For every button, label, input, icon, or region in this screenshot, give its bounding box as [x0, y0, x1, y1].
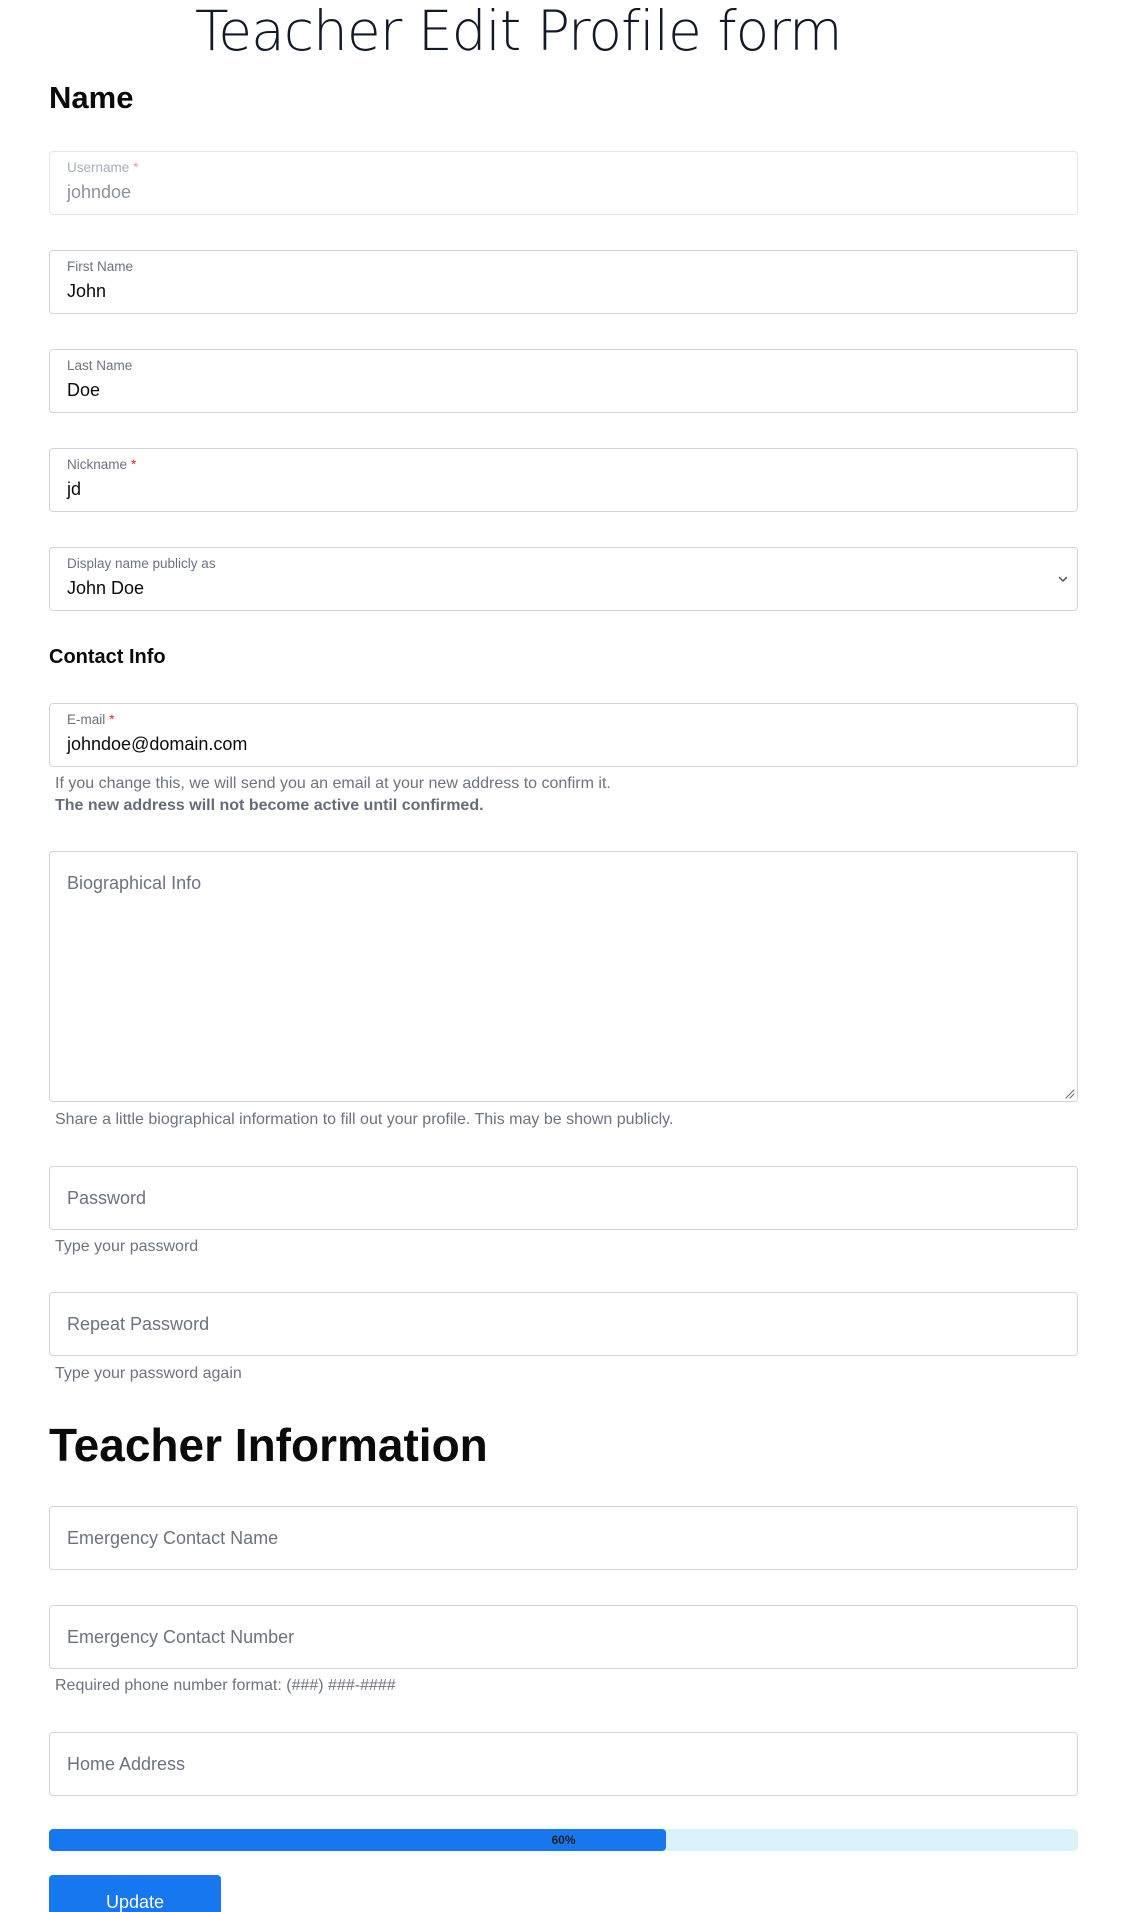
update-button[interactable]: Update: [49, 1875, 221, 1912]
last-name-field[interactable]: [49, 349, 1078, 413]
teacher-info-heading: Teacher Information: [49, 1419, 488, 1471]
home-address-placeholder: Home Address: [67, 1754, 186, 1774]
bio-placeholder: Biographical Info: [67, 873, 202, 893]
emergency-contact-number-field[interactable]: [49, 1605, 1078, 1669]
email-label: E-mail *: [67, 712, 115, 727]
page-title: Teacher Edit Profile form: [195, 0, 842, 63]
password-help-text: Type your password: [55, 1238, 199, 1255]
bio-textarea[interactable]: [49, 851, 1078, 1102]
progress-bar: [49, 1829, 1078, 1851]
last-name-label: Last Name: [67, 358, 133, 373]
repeat-password-help-text: Type your password again: [55, 1365, 242, 1382]
display-name-select[interactable]: [49, 547, 1078, 611]
emergency-contact-name-placeholder: Emergency Contact Name: [67, 1528, 279, 1548]
required-marker: *: [133, 160, 139, 175]
contact-info-heading: Contact Info: [49, 646, 166, 668]
username-field: [49, 151, 1078, 215]
home-address-field[interactable]: [49, 1732, 1078, 1796]
emergency-contact-number-placeholder: Emergency Contact Number: [67, 1627, 295, 1647]
last-name-value[interactable]: Doe: [67, 380, 101, 400]
email-help-note: The new address will not become active until confirmed.: [55, 797, 484, 814]
username-label: Username *: [67, 160, 139, 175]
chevron-down-icon[interactable]: [1057, 573, 1069, 585]
password-placeholder: Password: [67, 1188, 147, 1208]
required-marker: *: [109, 712, 115, 727]
name-section-heading: Name: [49, 80, 134, 115]
password-field[interactable]: [49, 1166, 1078, 1230]
nickname-value[interactable]: jd: [67, 479, 82, 499]
emergency-contact-name-field[interactable]: [49, 1506, 1078, 1570]
display-name-label: Display name publicly as: [67, 556, 216, 571]
email-help-text: If you change this, we will send you an email at your new address to confirm it.: [55, 775, 611, 792]
resize-grip-icon[interactable]: [1063, 1087, 1075, 1099]
nickname-label: Nickname *: [67, 457, 137, 472]
phone-format-help-text: Required phone number format: (###) ###-####: [55, 1677, 396, 1694]
required-marker: *: [131, 457, 137, 472]
first-name-label: First Name: [67, 259, 134, 274]
nickname-field[interactable]: [49, 448, 1078, 512]
repeat-password-field[interactable]: [49, 1292, 1078, 1356]
email-field[interactable]: [49, 703, 1078, 767]
username-value: johndoe: [67, 182, 132, 202]
first-name-field[interactable]: [49, 250, 1078, 314]
repeat-password-placeholder: Repeat Password: [67, 1314, 210, 1334]
display-name-value[interactable]: John Doe: [67, 578, 145, 598]
progress-label: 60%: [551, 1833, 576, 1847]
email-value[interactable]: johndoe@domain.com: [67, 734, 248, 754]
first-name-value[interactable]: John: [67, 281, 107, 301]
bio-help-text: Share a little biographical information to fill out your profile. This may be shown publicly.: [55, 1111, 674, 1128]
